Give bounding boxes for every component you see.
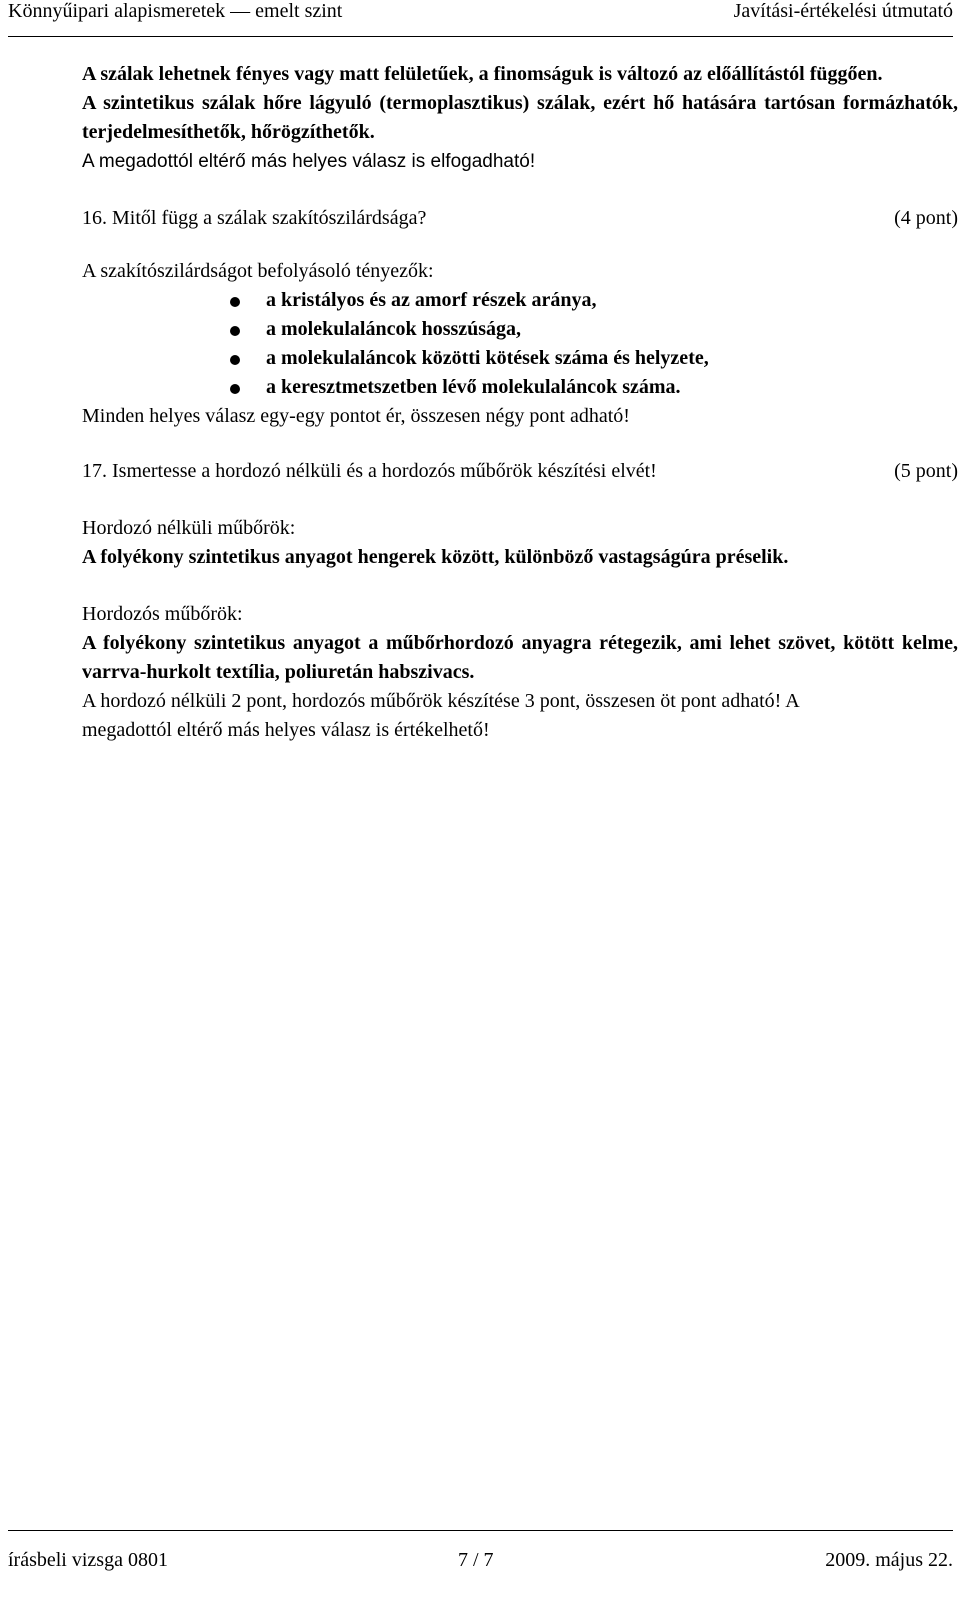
question-16-points: (4 pont) — [894, 207, 958, 229]
question-16-text: 16. Mitől függ a szálak szakítószilárdsága? — [82, 207, 427, 229]
list-item: a keresztmetszetben lévő molekulaláncok száma. — [82, 373, 958, 402]
header-subtitle: Javítási-értékelési útmutató — [733, 0, 953, 22]
factor-list — [82, 286, 958, 402]
intro-fiber-surface: A szálak lehetnek fényes vagy matt felületűek, a finomságuk is változó az előállítástól függően. — [82, 63, 883, 85]
subheading-carrier: Hordozós műbőrök: — [82, 603, 243, 625]
page-header — [8, 0, 953, 37]
list-item: a kristályos és az amorf részek aránya, — [82, 286, 958, 315]
document-body — [82, 60, 958, 745]
exam-code: írásbeli vizsga 0801 — [8, 1549, 168, 1571]
question-17-points: (5 pont) — [894, 460, 958, 482]
question-17 — [82, 457, 958, 486]
subheading-no-carrier: Hordozó nélküli műbőrök: — [82, 517, 296, 539]
question-16-note: Minden helyes válasz egy-egy pontot ér, összesen négy pont adható! — [82, 405, 630, 427]
intro-synthetic-fibers: A szintetikus szálak hőre lágyuló (termoplasztikus) szálak, ezért hő hatására tartósan formázhatók, terjedelmesíthetők, hőrögzíthetők. — [82, 92, 958, 143]
answer-no-carrier: A folyékony szintetikus anyagot hengerek között, különböző vastagságúra préselik. — [82, 546, 789, 568]
question-17-text: 17. Ismertesse a hordozó nélküli és a hordozós műbőrök készítési elvét! — [82, 460, 657, 482]
header-title: Könnyűipari alapismeretek — emelt szint — [8, 0, 343, 22]
question-16 — [82, 204, 958, 233]
list-item: a molekulaláncok hosszúsága, — [82, 315, 958, 344]
question-17-note: A hordozó nélküli 2 pont, hordozós műbőrök készítése 3 pont, összesen öt pont adható! A megadottól eltérő más helyes válasz is értékelhető! — [82, 690, 799, 741]
list-item: a molekulaláncok közötti kötések száma és helyzete, — [82, 344, 958, 373]
bullet-icon — [230, 297, 240, 307]
exam-date: 2009. május 22. — [825, 1549, 953, 1571]
page-footer — [8, 1530, 953, 1591]
answer-carrier: A folyékony szintetikus anyagot a műbőrhordozó anyagra rétegezik, ami lehet szövet, kötött kelme, varrva-hurkolt textília, poliuretán habszivacs. — [82, 632, 958, 683]
intro-note: A megadottól eltérő más helyes válasz is elfogadható! — [82, 151, 536, 172]
bullet-icon — [230, 326, 240, 336]
page-number: 7 / 7 — [458, 1549, 494, 1571]
bullet-icon — [230, 355, 240, 365]
question-16-lead: A szakítószilárdságot befolyásoló tényezők: — [82, 260, 434, 282]
bullet-icon — [230, 384, 240, 394]
